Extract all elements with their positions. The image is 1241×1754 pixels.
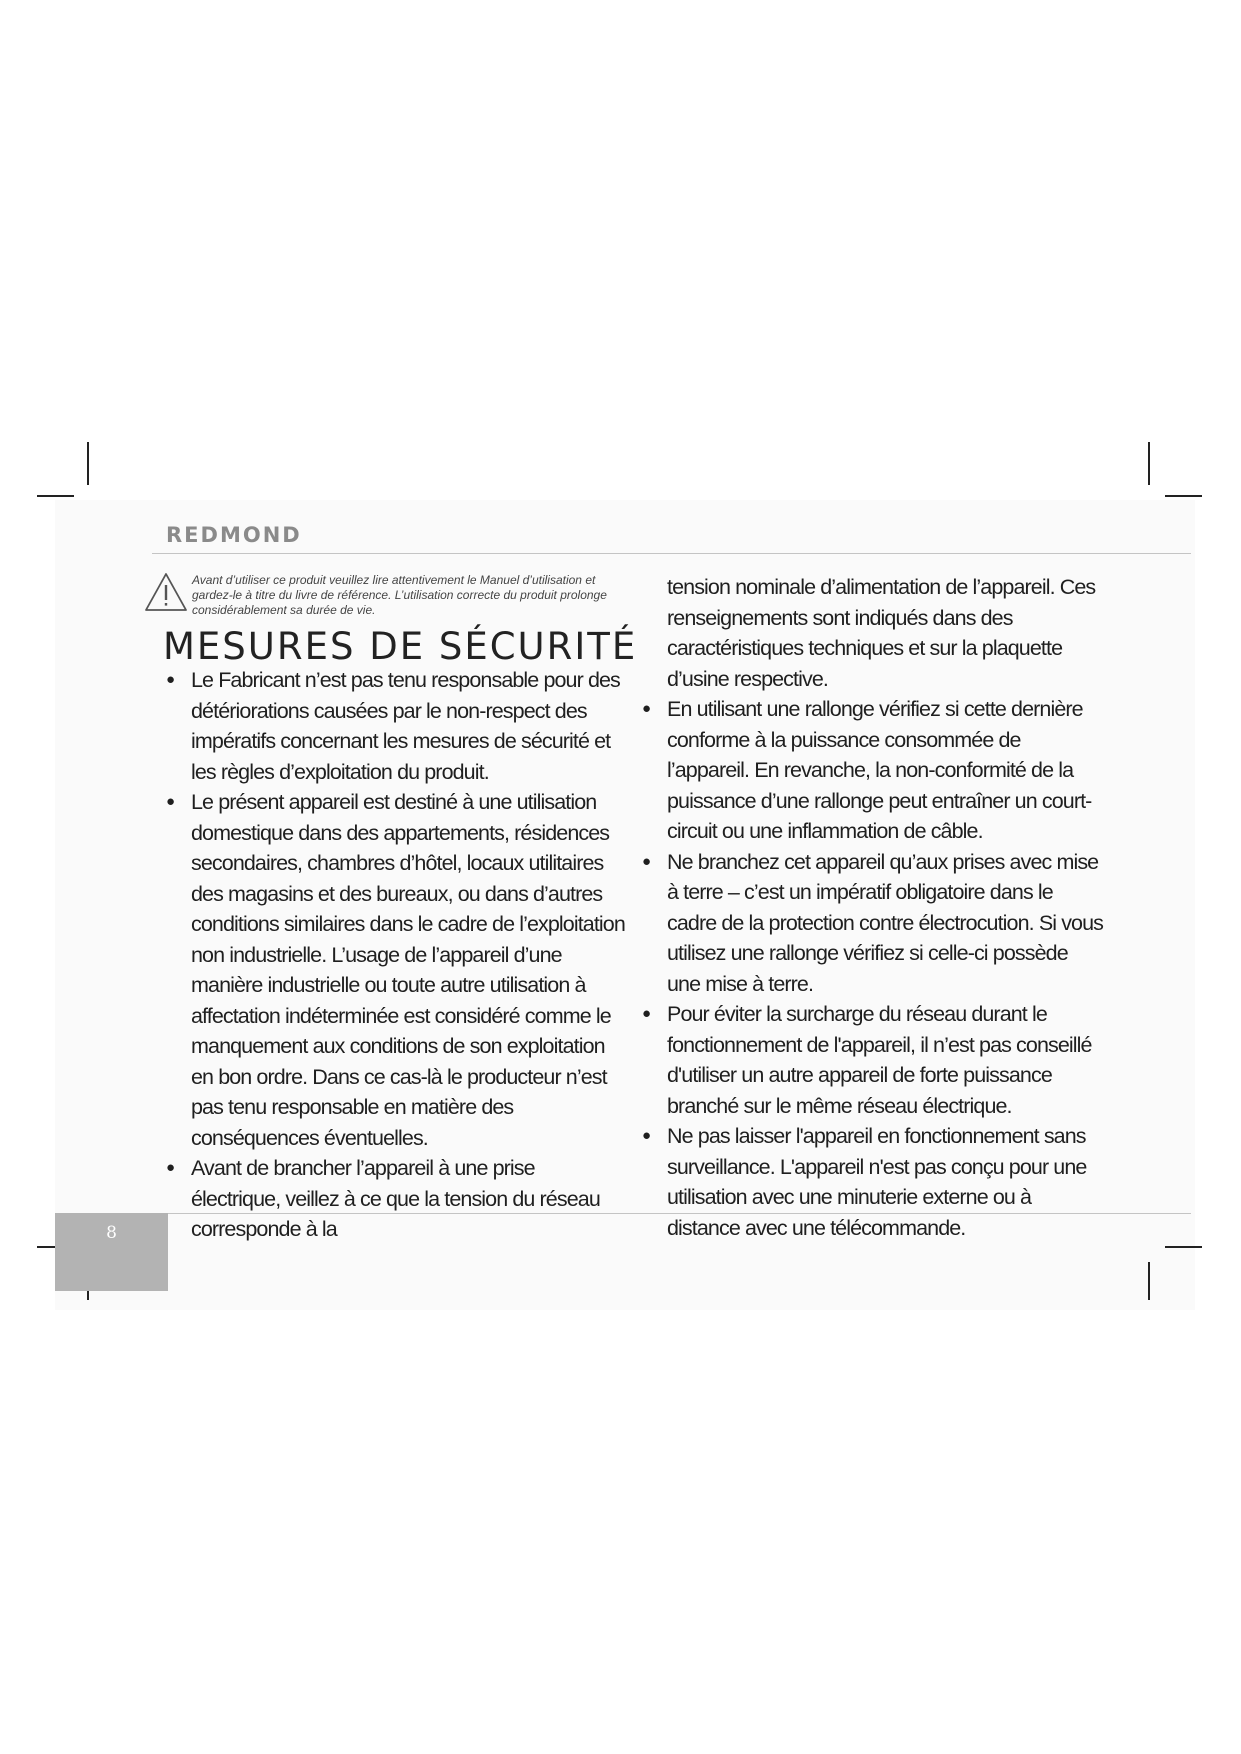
page-number: 8 <box>106 1223 117 1243</box>
list-item: ● Le Fabricant n’est pas tenu responsable pour des détériorations causées par le non-respect des impératifs concernant les mesures de sécurité et les règles d’exploitation du produit. <box>164 665 626 787</box>
warning-notice: Avant d’utiliser ce produit veuillez lire attentivement le Manuel d’utilisation et gardez-le à titre du livre de référence. L’utilisation correcte du produit prolonge considérablement sa durée de vie. <box>192 573 607 617</box>
list-item: ● En utilisant une rallonge vérifiez si cette dernière conforme à la puissance consommée de l’appareil. En revanche, la non-conformité de la puissance d’une rallonge peut entraîner un court-circuit ou une inflammation de câble. <box>640 694 1104 847</box>
header-divider <box>152 553 1191 554</box>
warning-triangle-icon <box>144 572 188 612</box>
list-item: ● Pour éviter la surcharge du réseau durant le fonctionnement de l'appareil, il n’est pas conseillé d'utiliser un autre appareil de forte puissance branché sur le même réseau électrique. <box>640 999 1104 1121</box>
crop-mark <box>1148 1262 1150 1300</box>
brand-logo: REDMOND <box>166 523 302 547</box>
crop-mark <box>1165 495 1202 497</box>
safety-list-right <box>640 572 1104 1243</box>
footer-divider <box>166 1213 1191 1214</box>
safety-list-left <box>164 665 626 1245</box>
crop-mark <box>37 495 74 497</box>
list-item: ● Ne branchez cet appareil qu’aux prises avec mise à terre – c’est un impératif obligatoire dans le cadre de la protection contre électrocution. Si vous utilisez une rallonge vérifiez si celle-ci possède une mise à terre. <box>640 847 1104 1000</box>
list-item: ● Ne pas laisser l'appareil en fonctionnement sans surveillance. L'appareil n'est pas conçu pour une utilisation avec une minuterie externe ou à distance avec une télécommande. <box>640 1121 1104 1243</box>
crop-mark <box>87 442 89 485</box>
list-item: ● Avant de brancher l’appareil à une prise électrique, veillez à ce que la tension du réseau corresponde à la <box>164 1153 626 1245</box>
list-item: ● Le présent appareil est destiné à une utilisation domestique dans des appartements, résidences secondaires, chambres d’hôtel, locaux utilitaires des magasins et des bureaux, ou dans d’autres conditions similaires dans le cadre de l’exploitation non industrielle. L’usage de l’appareil d’une manière industrielle ou toute autre utilisation à affectation indéterminée est considéré comme le manquement aux conditions de son exploitation en bon ordre. Dans ce cas-là le producteur n’est pas tenu responsable en matière des conséquences éventuelles. <box>164 787 626 1153</box>
section-title: MESURES DE SÉCURITÉ <box>163 625 638 668</box>
list-item-continuation: tension nominale d’alimentation de l’appareil. Ces renseignements sont indiqués dans des caractéristiques techniques et sur la plaquette d’usine respective. <box>667 575 1096 691</box>
page-number-box <box>55 1213 168 1291</box>
crop-mark <box>1165 1246 1202 1248</box>
crop-mark <box>1148 442 1150 485</box>
